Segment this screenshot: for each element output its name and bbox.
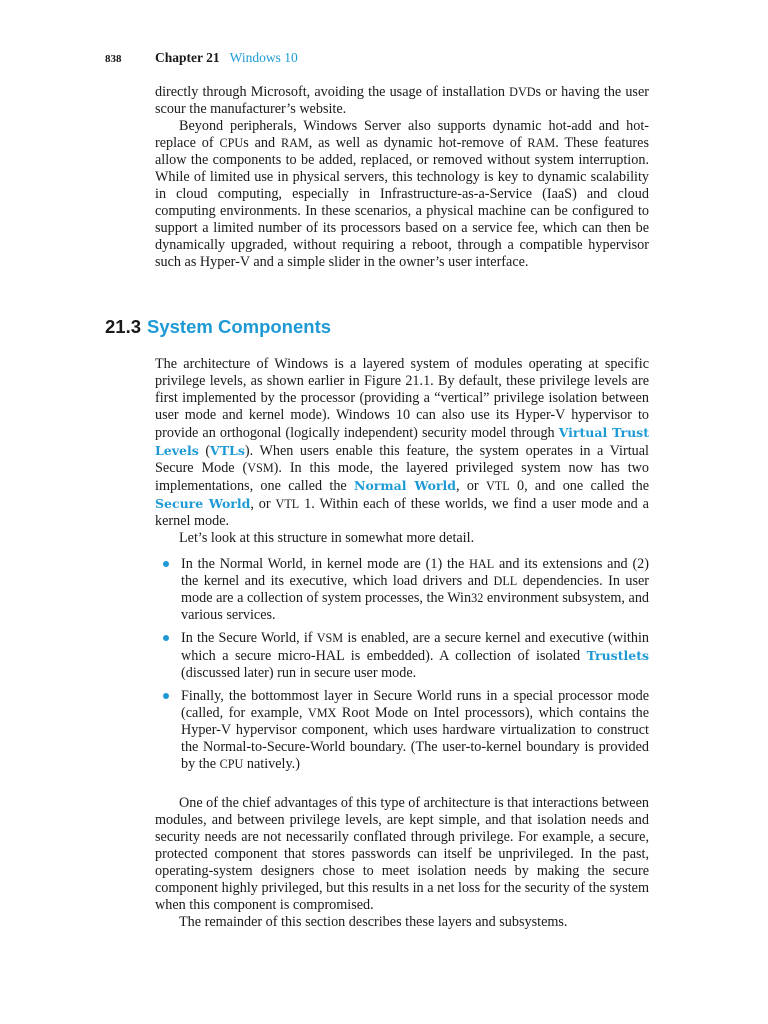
- abbr-vmx: VMX: [307, 706, 337, 720]
- abbr-32: 32: [471, 591, 484, 605]
- text-run: dependencies. In user mode are a collection of system processes, the Win: [181, 573, 649, 606]
- closing-text: [155, 795, 649, 931]
- bullet-icon: [163, 561, 169, 567]
- text-run: 1. Within each of these worlds, we find a user mode and a kernel mode.: [155, 496, 649, 529]
- abbr-ram: RAM: [527, 136, 556, 150]
- section-title: System Components: [147, 316, 332, 337]
- bullet-icon: [163, 635, 169, 641]
- list-item: [155, 630, 649, 682]
- abbr-vsm: VSM: [316, 631, 344, 645]
- text-run: is enabled, are a secure kernel and executive (within which a secure micro-HAL is embedded). A collection of isolated: [181, 630, 649, 664]
- text-run: s or having the user scour the manufacturer’s website.: [155, 84, 649, 117]
- list-item: [155, 556, 649, 624]
- architecture-paragraph-2: Let’s look at this structure in somewhat more detail.: [179, 530, 475, 546]
- text-run: In the Secure World, if: [181, 630, 317, 646]
- abbr-dvd: DVD: [509, 85, 536, 99]
- key-term-virtual-trust-levels: Virtual Trust Levels: [155, 425, 649, 458]
- bullet-icon: [163, 693, 169, 699]
- intro-paragraph-2: [155, 118, 649, 271]
- section-number: 21.3: [105, 316, 142, 337]
- abbr-cpu: CPU: [219, 757, 244, 771]
- architecture-text: [155, 356, 649, 547]
- page-number: 838: [105, 53, 122, 65]
- text-run: Finally, the bottommost layer in Secure World runs in a special processor mode (called, for example,: [181, 688, 649, 721]
- abbr-dll: DLL: [493, 574, 518, 588]
- abbr-vtl: VTL: [275, 497, 300, 511]
- intro-paragraph-1: [155, 84, 649, 118]
- architecture-paragraph-1: [155, 356, 649, 530]
- text-run: directly through Microsoft, avoiding the usage of installation: [155, 84, 510, 100]
- text-run: , or: [250, 496, 276, 512]
- text-run: (discussed later) run in secure user mode.: [181, 665, 417, 681]
- text-run: (: [198, 443, 211, 459]
- closing-paragraph-2: The remainder of this section describes these layers and subsystems.: [179, 914, 568, 930]
- text-run: ). In this mode, the layered privileged system now has two implementations, one called the: [155, 460, 649, 494]
- abbr-vtl: VTL: [485, 479, 510, 493]
- abbr-ram: RAM: [280, 136, 309, 150]
- key-term-vtls: VTLs: [210, 443, 245, 458]
- key-term-normal-world: Normal World: [354, 478, 456, 493]
- text-run: and its extensions and (2) the kernel and its executive, which load drivers and: [181, 556, 649, 589]
- text-run: , or: [455, 478, 486, 494]
- closing-paragraph-1: One of the chief advantages of this type of architecture is that interactions between modules, and between privilege levels, are kept simple, and that isolation needs and security needs are not necessarily conflated through privilege. For example, a secure, protected component that stores passwords can itself be unprivileged. In the past, operating-system designers chose to meet isolation needs by making the secure component highly privileged, but this results in a net loss for the security of the system when this component is compromised.: [155, 795, 649, 913]
- abbr-vsm: VSM: [247, 461, 274, 475]
- text-run: Beyond peripherals, Windows Server also supports dynamic hot-add and hot-replace of: [155, 118, 649, 151]
- chapter-label: Chapter 21: [155, 50, 220, 65]
- text-run: environment subsystem, and various services.: [181, 590, 650, 623]
- text-run: natively.): [243, 756, 300, 772]
- key-term-trustlets: Trustlets: [586, 648, 649, 663]
- running-header: [105, 50, 298, 66]
- text-run: , as well as dynamic hot-remove of: [308, 135, 528, 151]
- bullet-list: [155, 556, 649, 779]
- text-run: . These features allow the components to be added, replaced, or removed without system interruption. While of limited use in physical servers, this technology is key to dynamic scalability in cloud computing, especially in Infrastructure-as-a-Service (IaaS) and cloud computing environments. In these scenarios, a physical machine can be configured to support a limited number of its processors based on a service fee, which can then be dynamically upgraded, without requiring a reboot, through a compatible hypervisor such as Hyper-V and a simple slider in the owner’s user interface.: [155, 135, 649, 270]
- chapter-title: Windows 10: [229, 50, 298, 65]
- text-run: ). When users enable this feature, the system operates in a Virtual Secure Mode (: [155, 443, 649, 476]
- section-heading: [105, 316, 331, 338]
- text-run: Root Mode on Intel processors), which contains the Hyper-V hypervisor component, which uses hardware virtualization to construct the Normal-to-Secure-World boundary. (The user-to-kernel boundary is provided by the: [181, 705, 649, 772]
- text-run: 0, and one called the: [509, 478, 649, 494]
- key-term-secure-world: Secure World: [155, 496, 251, 511]
- list-item: [155, 688, 649, 773]
- intro-text: [155, 84, 649, 271]
- text-run: s and: [243, 135, 281, 151]
- text-run: The architecture of Windows is a layered system of modules operating at specific privilege levels, as shown earlier in Figure 21.1. By default, these privilege levels are first implemented by the processor (providing a “vertical” privilege isolation between user mode and kernel mode). Windows 10 can also use its Hyper-V hypervisor to provide an orthogonal (logically independent) security model through: [155, 356, 649, 441]
- text-run: In the Normal World, in kernel mode are (1) the: [181, 556, 470, 572]
- abbr-cpu: CPU: [219, 136, 244, 150]
- abbr-hal: HAL: [469, 557, 495, 571]
